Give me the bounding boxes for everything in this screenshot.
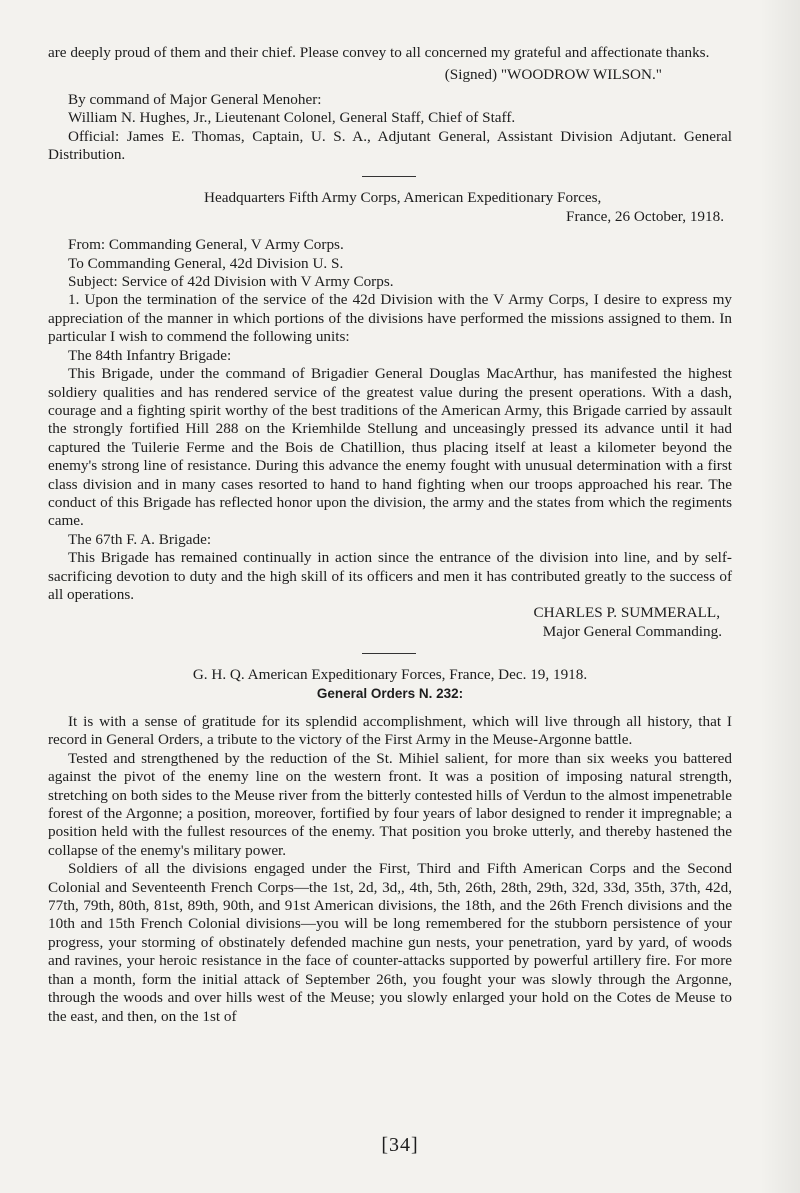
orders-paragraph-1: It is with a sense of gratitude for its splendid accomplishment, which will live through all history, that I record in General Orders, a tribute to the victory of the First Army in the Meuse-Argonne battle. [48, 713, 732, 749]
hq-header-line-2: France, 26 October, 1918. [566, 207, 724, 225]
signature-name: CHARLES P. SUMMERALL, [533, 604, 720, 622]
letter-paragraph-1: 1. Upon the termination of the service of the 42d Division with the V Army Corps, I desire to express my appreciation of the manner in which portions of the divisions have performed the missions assigned to them. In particular I wish to commend the following units: [48, 291, 732, 346]
orders-paragraph-3: Soldiers of all the divisions engaged under the First, Third and Fifth American Corps and the Second Colonial and Seventeenth French Corps—the 1st, 2d, 3d,, 4th, 5th, 26th, 28th, 29th, 32d, 33d, 35th, 37th, 42d, 77th, 79th, 80th, 81st, 89th, 90th, and 91st American divisions, the 18th, and the 26th French divisions and the 10th and 15th French Colonial divisions—you will be long remembered for the stubborn persistence of your progress, your storming of obstinately defended machine gun nests, your penetration, yard by yard, of woods and ravines, your heroic resistance in the face of counter-attacks supported by powerful artillery fire. For more than a month, form the initial attack of September 26th, you fought your was slowly through the Argonne, through the woods and over hills west of the Meuse; you slowly enlarged your hold on the Cotes de Meuse to the east, and then, on the 1st of [48, 860, 732, 1025]
continued-paragraph: are deeply proud of them and their chief. Please convey to all concerned my grateful and affectionate thanks. [48, 44, 710, 61]
hq-header-line-1: Headquarters Fifth Army Corps, American Expeditionary Forces, [204, 189, 602, 207]
chief-of-staff-line: William N. Hughes, Jr., Lieutenant Colonel, General Staff, Chief of Staff. [68, 109, 516, 127]
unit-1-text: This Brigade, under the command of Brigadier General Douglas MacArthur, has manifested the highest soldiery qualities and has rendered service of the greatest value during the present operations. With a dash, courage and a fighting spirit worthy of the best traditions of the American Army, this Brigade carried by assault the strongly fortified Hill 288 on the Kriemhilde Stellung and unceasingly pressed its advance until it had captured the Tuilerie Ferme and the Bois de Chatillion, thus placing itself at least a kilometer beyond the enemy's strong line of resistance. During this advance the enemy fought with unusual determination with a first class division and in many cases resorted to hand to hand fighting when our troops approached his rear. The conduct of this Brigade has reflected honor upon the division, the army and the states from which the regiments came. [48, 365, 732, 530]
unit-2-text: This Brigade has remained continually in action since the entrance of the division into line, and by self-sacrificing devotion to duty and the high skill of its officers and men it has contributed greatly to the success of all operations. [48, 549, 732, 603]
section-divider [362, 176, 416, 177]
command-line: By command of Major General Menoher: [68, 90, 322, 108]
subject-line: Subject: Service of 42d Division with V Army Corps. [68, 273, 394, 291]
unit-1-title: The 84th Infantry Brigade: [68, 346, 232, 364]
section-divider-2 [362, 653, 416, 654]
unit-2-title: The 67th F. A. Brigade: [68, 530, 212, 548]
general-orders-title: General Orders N. 232: [316, 685, 464, 701]
signed-line: (Signed) "WOODROW WILSON." [444, 66, 662, 84]
signature-title: Major General Commanding. [542, 622, 722, 640]
page-gutter-shadow [760, 0, 800, 1193]
orders-paragraph-2: Tested and strengthened by the reduction of the St. Mihiel salient, for more than six weeks you battered against the pivot of the enemy line on the western front. It was a position of imposing natural strength, stretching on both sides to the Meuse river from the bitterly contested hills of Verdun to the almost impenetrable forest of the Argonne; a position, moreover, fortified by four years of labor designed to render it impregnable; a position held with the fullest resources of the enemy. That position you broke utterly, and thereby hastened the collapse of the enemy's military power. [48, 749, 732, 859]
ghq-header: G. H. Q. American Expeditionary Forces, France, Dec. 19, 1918. [192, 666, 588, 684]
to-line: To Commanding General, 42d Division U. S. [68, 254, 344, 272]
official-line: Official: James E. Thomas, Captain, U. S. A., Adjutant General, Assistant Division Adjutant. General Distribution. [48, 127, 732, 164]
page-number: [34] [381, 1134, 419, 1156]
from-line: From: Commanding General, V Army Corps. [68, 236, 344, 254]
